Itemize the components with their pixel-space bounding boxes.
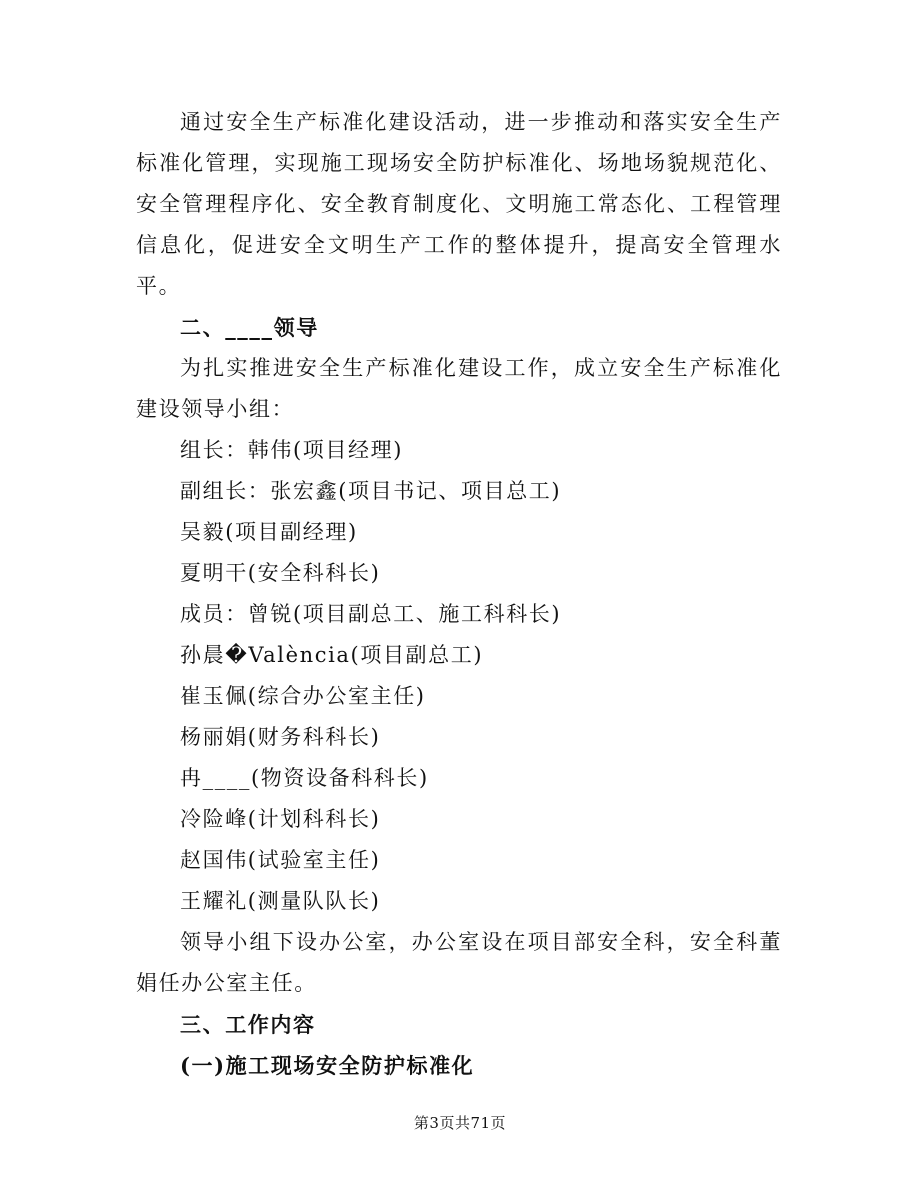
intro-paragraph: 通过安全生产标准化建设活动，进一步推动和落实安全生产标准化管理，实现施工现场安全防护标准化、场地场貌规范化、安全管理程序化、安全教育制度化、文明施工常态化、工程管理信息化，促进安全文明生产工作的整体提升，提高安全管理水平。 bbox=[136, 110, 782, 298]
leadership-paragraph: 为扎实推进安全生产标准化建设工作，成立安全生产标准化建设领导小组： bbox=[136, 356, 782, 421]
office-paragraph: 领导小组下设办公室，办公室设在项目部安全科，安全科董娟任办公室主任。 bbox=[136, 930, 782, 995]
member-list bbox=[136, 430, 782, 922]
subsection-heading-site-safety: (一)施工现场安全防护标准化 bbox=[180, 1053, 475, 1078]
member-line: 王耀礼(测量队队长) bbox=[180, 889, 381, 913]
document-body bbox=[136, 102, 782, 1086]
member-line: 组长：韩伟(项目经理) bbox=[180, 438, 403, 462]
member-line: 成员：曾锐(项目副总工、施工科科长) bbox=[180, 602, 562, 626]
member-line: 孙晨�València(项目副总工) bbox=[180, 643, 484, 667]
page-number-footer: 第3页共71页 bbox=[413, 1114, 507, 1132]
member-line: 杨丽娟(财务科科长) bbox=[180, 725, 381, 749]
member-line: 赵国伟(试验室主任) bbox=[180, 848, 381, 872]
member-line: 夏明干(安全科科长) bbox=[180, 561, 381, 585]
member-line: 冉____(物资设备科科长) bbox=[180, 766, 429, 790]
section-heading-work-content: 三、工作内容 bbox=[180, 1012, 316, 1037]
member-line: 吴毅(项目副经理) bbox=[180, 520, 358, 544]
member-line: 冷险峰(计划科科长) bbox=[180, 807, 381, 831]
member-line: 崔玉佩(综合办公室主任) bbox=[180, 684, 426, 708]
member-line: 副组长：张宏鑫(项目书记、项目总工) bbox=[180, 479, 562, 503]
section-heading-leadership: 二、____领导 bbox=[180, 315, 319, 340]
